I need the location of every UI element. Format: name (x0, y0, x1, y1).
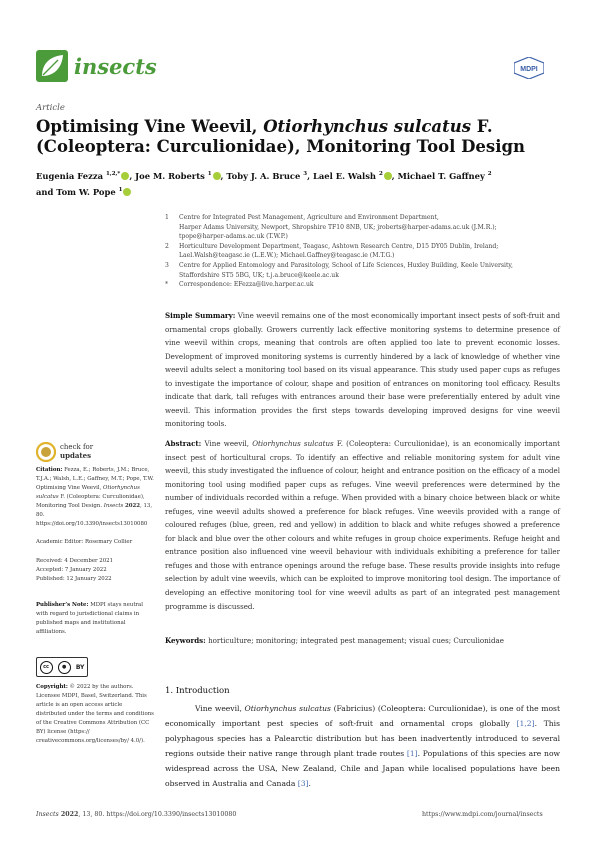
journal-name: insects (74, 54, 157, 79)
orcid-icon[interactable] (123, 188, 131, 196)
received-date: Received: 4 December 2021 (36, 558, 114, 564)
abstract-text: F. (Coleoptera: Curculionidae), is an economically important insect pest of horticultural crops. To identify an effective and reliable monitoring system for adult vine weevil, this study investigated the influence of colour, height and entrance position on the efficacy of a model monitoring tool using modified paper cups as refuges. Vine weevil preferences were determined by the number of individuals recorded within a refuge. When provided with a binary choice between black or white refuges, vine weevil adults showed a preference for black refuges. Vine weevils provided with a range of coloured refuges (blue, green, red and yellow) in addition to black and white refuges showed a preference for black and blue over the other colours and white refuges in group choice experiments. Refuge height and entrance position also influenced vine weevil behaviour with individuals exhibiting a preference for taller refuges and those with entrance openings around the refuge base. These results provide insights into refuge selection by adult vine weevils, which can be exploited to improve monitoring tool design. The importance of developing an effective monitoring tool for vine weevil adults as part of an integrated pest management programme is discussed. (165, 439, 561, 611)
by-icon: ● (58, 661, 71, 674)
journal-logo (36, 50, 68, 82)
orcid-icon[interactable] (213, 172, 221, 180)
citation-link[interactable]: [1,2] (516, 719, 535, 728)
published-date: Published: 12 January 2022 (36, 575, 112, 582)
citation-link[interactable]: [3] (297, 779, 309, 788)
check-for-updates-icon[interactable] (36, 442, 56, 462)
title-species: Otiorhynchus sulcatus (263, 117, 472, 136)
cc-icon: cc (40, 661, 53, 674)
copyright: Copyright: © 2022 by the authors. Licensee MDPI, Basel, Switzerland. This article is an open access article distributed under the terms and conditions of the Creative Commons Attribution (CC BY) license (https:// creativecommons.org/licenses/by/ 4.0/). (36, 684, 154, 744)
cc-by-badge[interactable] (36, 657, 88, 677)
keywords-label: Keywords: (165, 636, 206, 645)
article-type: Article (36, 103, 65, 113)
author[interactable]: Michael T. Gaffney $^2$ (397, 170, 492, 181)
mdpi-logo (514, 57, 544, 79)
simple-summary (165, 309, 560, 431)
title-part1: Optimising Vine Weevil, (36, 117, 264, 136)
check-for-updates[interactable]: check for updates (60, 443, 94, 460)
affiliation: 2 Horticulture Development Department, Teagasc, Ashtown Research Centre, D15 DY05 Dublin, Ireland; Lael.Walsh@teagasc.ie (L.E.W.); Michael.Gaffney@teagasc.ie (M.T.G.) (165, 242, 499, 260)
abstract-label: Abstract: (165, 439, 202, 448)
author[interactable]: Lael E. Walsh $^2$ (313, 171, 392, 181)
keywords (165, 634, 560, 648)
keywords-text: horticulture; monitoring; integrated pest management; visual cues; Curculionidae (208, 636, 504, 645)
correspondence: * Correspondence: EFezza@live.harper.ac.uk (165, 281, 314, 289)
simple-summary-text: Vine weevil remains one of the most economically important insect pests of soft-fruit and ornamental crops globally. Growers currently lack effective monitoring systems to determine presence of vine weevil within crops, meaning that controls are often applied too late to prevent economic losses. Development of improved monitoring systems is currently hindered by a lack of knowledge of whether vine weevil adults select a monitoring tool based on its visual appearance. This study used paper cups as refuges to investigate the importance of colour, shape and position of entrances on monitoring tool efficacy. Results indicate that dark, tall refuges with entrances around their base were preferentially entered by adult vine weevil. This information provides the first steps towards developing improved designs for vine weevil monitoring tools. (165, 311, 560, 429)
introduction-text: Vine weevil, Otiorhynchus sulcatus (Fabricius) (Coleoptera: Curculionidae), is one of the most economically important pest species of soft-fruit and ornamental crops globally [1,2]. This polyphagous species has a Palearctic distribution but has been inadvertently introduced to several regions outside their native range through plant trade routes [1]. Populations of this species are now widespread across the USA, New Zealand, Chile and Japan while localised populations have been observed in Australia and Canada [3]. (165, 704, 561, 788)
orcid-icon[interactable] (121, 172, 129, 180)
journal-url[interactable]: https://www.mdpi.com/journal/insects (422, 811, 543, 818)
abstract: Abstract: Vine weevil, Otiorhynchus sulcatus F. (Coleoptera: Curculionidae), is an economically important insect pest of horticultural crops. To identify an effective and reliable monitoring system for adult vine weevil, this study investigated the influence of colour, height and entrance position on the efficacy of a model monitoring tool using modified paper cups as refuges. Vine weevil preferences were determined by the number of individuals recorded within a refuge. When provided with a binary choice between black or white refuges, vine weevil adults showed a preference for black refuges. Vine weevils provided with a range of coloured refuges (blue, green, red and yellow) in addition to black and white refuges showed a preference for black and blue over the other colours and white refuges in group choice experiments. Refuge height and entrance position also influenced vine weevil behaviour with individuals exhibiting a preference for taller refuges and those with entrance openings around the refuge base. These results provide insights into refuge selection by adult vine weevils, which can be exploited to improve monitoring tool design. The importance of developing an effective monitoring tool for vine weevil adults as part of an integrated pest management programme is discussed. (165, 439, 561, 611)
citation-link[interactable]: [1] (406, 749, 418, 758)
publisher-note: Publisher’s Note: MDPI stays neutral with regard to jurisdictional claims in published maps and institutional affiliations. (36, 602, 143, 635)
academic-editor: Academic Editor: Rosemary Collier (36, 539, 133, 545)
author[interactable]: Tom W. Pope $^1$ (56, 187, 131, 197)
by-label: BY (75, 663, 85, 671)
simple-summary-label: Simple Summary: (165, 311, 236, 320)
article-title (36, 117, 566, 157)
affiliation: 3 Centre for Applied Entomology and Parasitology, School of Life Sciences, Huxley Building, Keele University, Staffordshire ST5 5BG, UK; t.j.a.bruce@keele.ac.uk (165, 261, 513, 279)
affiliation: 1 Centre for Integrated Pest Management, Agriculture and Environment Department, Harper Adams University, Newport, Shropshire TF10 8NB, UK; jroberts@harper-adams.ac.uk (J.M.R.); tpope@harper-adams.ac.uk (T.W.P.) (165, 214, 497, 241)
author[interactable]: Toby J. A. Bruce $^3$ (226, 170, 308, 181)
author[interactable]: Joe M. Roberts $^1$ (135, 171, 220, 181)
affiliations (165, 213, 560, 290)
dates (36, 557, 154, 584)
footer-citation: Insects 2022, 13, 80. https://doi.org/10.3390/insects13010080 (36, 811, 237, 818)
accepted-date: Accepted: 7 January 2022 (36, 566, 107, 573)
author-list: Eugenia Fezza $^{1,2,*}$ , Joe M. Roberts $^1$ , Toby J. A. Bruce $^3$, Lael E. Walsh $^2$ , Michael T. Gaffney $^2$ and Tom W. Pope $^1$ (36, 170, 492, 197)
mdpi-logo-text: MDPI (520, 66, 538, 73)
author[interactable]: Eugenia Fezza $^{1,2,*}$ (36, 171, 129, 181)
orcid-icon[interactable] (384, 172, 392, 180)
leaf-icon (36, 50, 68, 82)
citation: Citation: Fezza, E.; Roberts, J.M.; Bruce, T.J.A.; Walsh, L.E.; Gaffney, M.T.; Pope, T.W. Optimising Vine Weevil, Otiorhynchus sulcatus F. (Coleoptera: Curculionidae), Monitoring Tool Design. Insects 2022, 13, 80. https://doi.org/10.3390/insects13010080 (36, 467, 154, 527)
section-heading: 1. Introduction (165, 686, 230, 696)
title-part2: F. (Coleoptera: Curculionidae), Monitoring Tool Design (36, 117, 525, 156)
